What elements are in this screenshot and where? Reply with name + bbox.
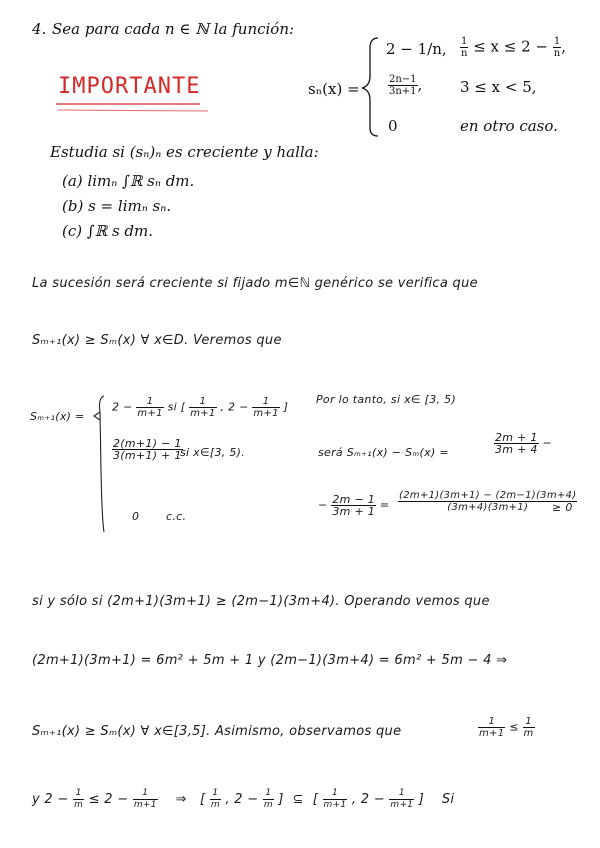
hand-line-ineq: Sₘ₊₁(x) ≥ Sₘ(x) ∀ x∈[3,5]. Asimismo, observamos que	[32, 724, 402, 739]
hand-brace-tick	[94, 412, 100, 420]
hand-line-last: y 2 − $\frac{1}{m}$ ≤ 2 − $\frac{1}{m+1}$ ⇒ [ $\frac{1}{m}$ , 2 − $\frac{1}{m}$ ] ⊆ [ $\frac{1}{m+1}$ , 2 − $\frac{1}{m+1}$ ] Si	[32, 788, 455, 810]
right-line-3-ge: ≥ 0	[552, 501, 573, 514]
case-1-condition: $\frac{1}{n}$ ≤ x ≤ 2 − $\frac{1}{n}$ ,	[461, 36, 567, 59]
right-line-3: − $\frac{2m - 1}{3m + 1}$ =	[318, 493, 390, 518]
problem-number: 4.	[32, 20, 47, 38]
right-line-1: Por lo tanto, si x∈ [3, 5)	[316, 393, 456, 406]
right-line-2: será Sₘ₊₁(x) − Sₘ(x) =	[318, 446, 449, 459]
hand-line-2: Sₘ₊₁(x) ≥ Sₘ(x) ∀ x∈D. Veremos que	[32, 333, 282, 348]
problem-statement: Sea para cada n ∈ ℕ la función:	[52, 20, 295, 38]
piece-case-2: $\frac{2(m+1) - 1}{3(m+1) + 1}$	[113, 437, 182, 462]
piece-case-3: 0	[132, 510, 140, 523]
hand-line-sii: si y sólo si (2m+1)(3m+1) ≥ (2m−1)(3m+4). Operando vemos que	[32, 594, 490, 609]
case-3-condition: en otro caso.	[460, 117, 558, 135]
hand-line-1: La sucesión será creciente si fijado m∈ℕ genérico se verifica que	[32, 276, 478, 291]
part-a: (a) limₙ ∫ℝ sₙ dm.	[62, 172, 195, 190]
piece-case-2-cond: si x∈[3, 5).	[180, 446, 246, 459]
function-lhs: sₙ(x) =	[308, 80, 360, 98]
hand-line-expand: (2m+1)(3m+1) = 6m² + 5m + 1 y (2m−1)(3m+4) = 6m² + 5m − 4 ⇒	[32, 653, 508, 668]
task-statement: Estudia si (sₙ)ₙ es creciente y halla:	[50, 143, 319, 161]
right-line-2-frac: $\frac{2m + 1}{3m + 4}$ −	[495, 431, 553, 456]
hand-obs-fracs: $\frac{1}{m+1}$ ≤ $\frac{1}{m}$	[479, 716, 534, 739]
case-1-value: 2 − 1/n,	[386, 40, 447, 58]
part-c: (c) ∫ℝ s dm.	[62, 222, 153, 240]
piece-case-1: 2 − $\frac{1}{m+1}$ si [ $\frac{1}{m+1}$ , 2 − $\frac{1}{m+1}$ ]	[112, 396, 289, 419]
important-note: IMPORTANTE	[58, 74, 201, 99]
hand-brace	[100, 396, 105, 532]
case-2-condition: 3 ≤ x < 5,	[460, 78, 537, 96]
right-line-3-frac: $\frac{(2m+1)(3m+1) - (2m-1)(3m+4)}{(3m+4)(3m+1)}$	[399, 490, 577, 513]
important-underline-2	[58, 110, 208, 111]
function-brace	[362, 38, 378, 136]
case-3-value: 0	[388, 117, 398, 135]
piece-lhs: Sₘ₊₁(x) =	[30, 410, 85, 423]
part-b: (b) s = limₙ sₙ.	[62, 197, 172, 215]
case-2-value: $\frac{2n-1}{3n+1}$ ,	[389, 74, 423, 97]
piece-case-3-cond: c.c.	[166, 510, 187, 523]
